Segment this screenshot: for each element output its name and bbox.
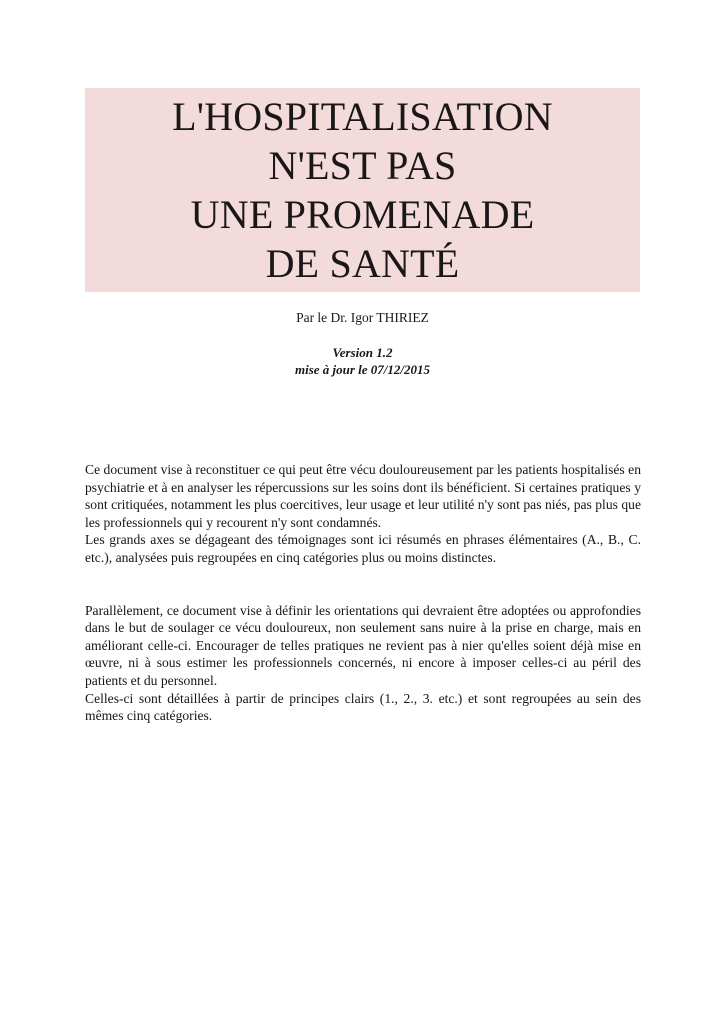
document-title-line-1: L'HOSPITALISATION	[172, 94, 553, 139]
version-block	[85, 345, 640, 378]
paragraph-block-2	[85, 602, 641, 725]
document-title-line-2: N'EST PAS	[268, 143, 457, 188]
paragraph-block-1	[85, 461, 641, 567]
paragraph-2-2: Celles-ci sont détaillées à partir de principes clairs (1., 2., 3. etc.) et sont regroupées au sein des mêmes cinq catégories.	[85, 690, 641, 724]
version-updated-date: mise à jour le 07/12/2015	[294, 361, 431, 377]
document-title-line-4: DE SANTÉ	[265, 241, 460, 286]
author-byline: Par le Dr. Igor THIRIEZ	[296, 310, 429, 325]
title-banner	[85, 88, 640, 292]
body-text-area	[85, 461, 641, 725]
paragraph-1-1: Ce document vise à reconstituer ce qui peut être vécu douloureusement par les patients hospitalisés en psychiatrie et à en analyser les répercussions sur les soins dont ils bénéficient. Si certaines pratiques y sont critiquées, notamment les plus coercitives, leur usage et leur utilité n'y sont pas niés, pas plus que les professionnels qui y recourent n'y sont condamnés.	[85, 462, 641, 530]
document-title-line-3: UNE PROMENADE	[190, 192, 535, 237]
version-number: Version 1.2	[332, 345, 393, 360]
paragraph-1-2: Les grands axes se dégageant des témoignages sont ici résumés en phrases élémentaires (A., B., C. etc.), analysées puis regroupées en cinq catégories plus ou moins distinctes.	[85, 532, 641, 565]
paragraph-2-1: Parallèlement, ce document vise à définir les orientations qui devraient être adoptées ou approfondies dans le but de soulager ce vécu douloureux, non seulement sans nuire à la prise en charge, mais en améliorant celle-ci. Encourager de telles pratiques ne revient pas à nier qu'elles soient déjà mise en œuvre, ni à sous estimer les professionnels concernés, ni encore à imposer celles-ci au péril des patients et du personnel.	[85, 602, 641, 688]
